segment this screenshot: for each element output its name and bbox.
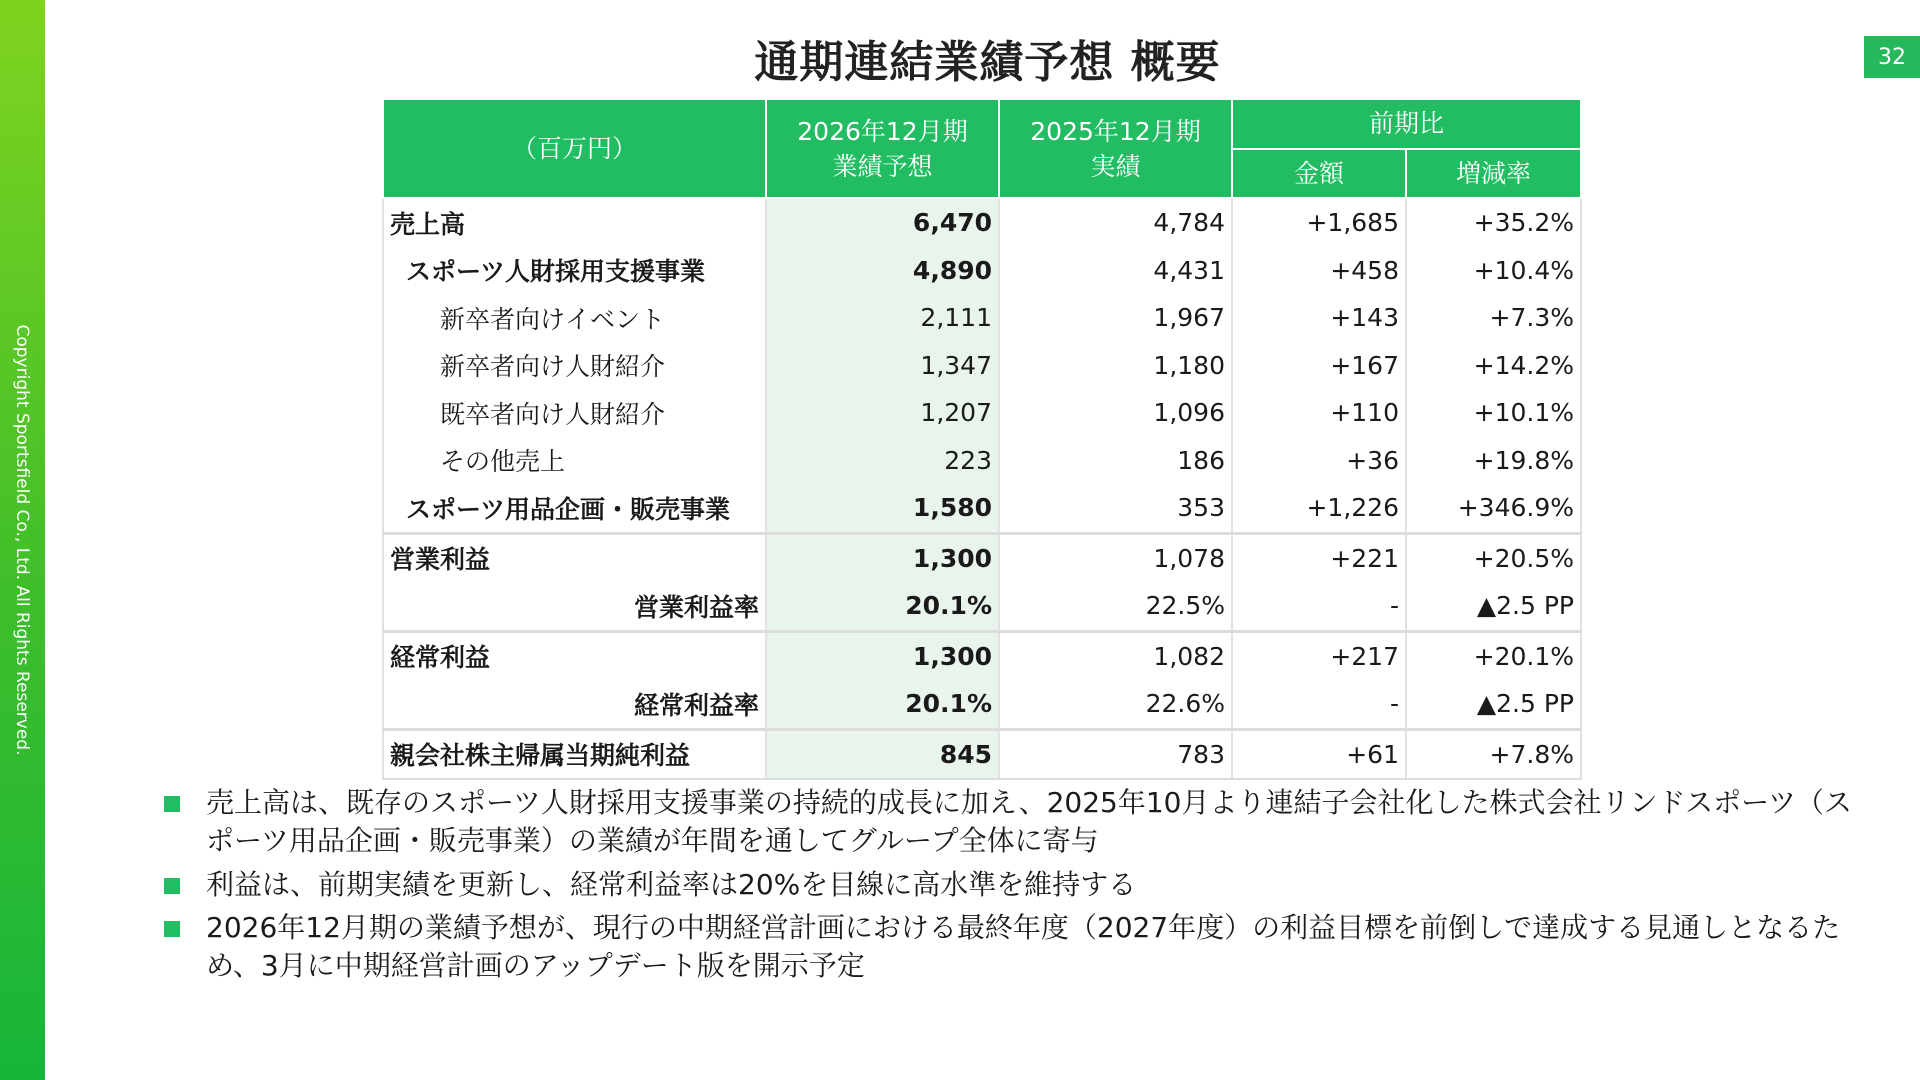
change-amount: - xyxy=(1232,582,1406,631)
actual-value: 783 xyxy=(999,729,1232,779)
change-amount: +1,226 xyxy=(1232,484,1406,533)
header-amount: 金額 xyxy=(1232,149,1406,199)
list-item xyxy=(160,866,1860,904)
table-row xyxy=(383,533,1581,582)
actual-value: 4,784 xyxy=(999,198,1232,247)
header-forecast-line1: 2026年12月期 xyxy=(797,116,968,146)
table-row xyxy=(383,247,1581,295)
row-label: 新卒者向け人財紹介 xyxy=(383,342,766,390)
actual-value: 353 xyxy=(999,484,1232,533)
change-amount: +110 xyxy=(1232,389,1406,437)
change-rate: +7.3% xyxy=(1406,294,1581,342)
change-amount: +221 xyxy=(1232,533,1406,582)
square-bullet-icon xyxy=(164,796,180,812)
change-amount: +143 xyxy=(1232,294,1406,342)
forecast-value: 1,580 xyxy=(766,484,999,533)
forecast-value: 20.1% xyxy=(766,582,999,631)
actual-value: 22.6% xyxy=(999,680,1232,729)
row-label: 親会社株主帰属当期純利益 xyxy=(383,729,766,779)
actual-value: 1,096 xyxy=(999,389,1232,437)
table-row xyxy=(383,582,1581,631)
notes-list xyxy=(160,784,1860,991)
row-label: スポーツ用品企画・販売事業 xyxy=(383,484,766,533)
change-rate: ▲2.5 PP xyxy=(1406,582,1581,631)
row-label: 営業利益率 xyxy=(383,582,766,631)
header-forecast xyxy=(766,99,999,198)
list-item xyxy=(160,909,1860,985)
row-label: その他売上 xyxy=(383,437,766,485)
change-amount: +217 xyxy=(1232,631,1406,680)
change-amount: +1,685 xyxy=(1232,198,1406,247)
note-text: 売上高は、既存のスポーツ人財採用支援事業の持続的成長に加え、2025年10月より連結子会社化した株式会社リンドスポーツ（スポーツ用品企画・販売事業）の業績が年間を通してグループ全体に寄与 xyxy=(206,786,1853,857)
table-row xyxy=(383,437,1581,485)
forecast-value: 1,347 xyxy=(766,342,999,390)
actual-value: 1,180 xyxy=(999,342,1232,390)
row-label: 経常利益率 xyxy=(383,680,766,729)
sidebar-accent xyxy=(0,0,45,1080)
forecast-value: 1,207 xyxy=(766,389,999,437)
forecast-value: 1,300 xyxy=(766,631,999,680)
note-text: 利益は、前期実績を更新し、経常利益率は20%を目線に高水準を維持する xyxy=(206,867,1137,901)
forecast-value: 223 xyxy=(766,437,999,485)
header-yoy: 前期比 xyxy=(1232,99,1581,149)
change-rate: +19.8% xyxy=(1406,437,1581,485)
row-label: 売上高 xyxy=(383,198,766,247)
page-number-badge: 32 xyxy=(1864,36,1920,78)
change-rate: +346.9% xyxy=(1406,484,1581,533)
forecast-value: 845 xyxy=(766,729,999,779)
change-amount: +458 xyxy=(1232,247,1406,295)
actual-value: 1,078 xyxy=(999,533,1232,582)
header-actual-line1: 2025年12月期 xyxy=(1030,116,1201,146)
table-row xyxy=(383,631,1581,680)
table-row xyxy=(383,342,1581,390)
header-rate: 増減率 xyxy=(1406,149,1581,199)
actual-value: 22.5% xyxy=(999,582,1232,631)
table-row xyxy=(383,198,1581,247)
table-row xyxy=(383,294,1581,342)
change-amount: - xyxy=(1232,680,1406,729)
row-label: 新卒者向けイベント xyxy=(383,294,766,342)
page-title: 通期連結業績予想 概要 xyxy=(754,37,1221,88)
row-label: 営業利益 xyxy=(383,533,766,582)
forecast-value: 4,890 xyxy=(766,247,999,295)
row-label: 経常利益 xyxy=(383,631,766,680)
change-rate: +20.1% xyxy=(1406,631,1581,680)
change-amount: +61 xyxy=(1232,729,1406,779)
results-table xyxy=(382,98,1582,780)
actual-value: 1,967 xyxy=(999,294,1232,342)
table-row xyxy=(383,484,1581,533)
square-bullet-icon xyxy=(164,878,180,894)
table-row xyxy=(383,729,1581,779)
forecast-value: 2,111 xyxy=(766,294,999,342)
change-rate: +10.4% xyxy=(1406,247,1581,295)
change-rate: ▲2.5 PP xyxy=(1406,680,1581,729)
header-actual xyxy=(999,99,1232,198)
change-amount: +167 xyxy=(1232,342,1406,390)
forecast-value: 1,300 xyxy=(766,533,999,582)
row-label: 既卒者向け人財紹介 xyxy=(383,389,766,437)
actual-value: 1,082 xyxy=(999,631,1232,680)
note-text: 2026年12月期の業績予想が、現行の中期経営計画における最終年度（2027年度）の利益目標を前倒しで達成する見通しとなるため、3月に中期経営計画のアップデート版を開示予定 xyxy=(206,911,1841,983)
forecast-value: 6,470 xyxy=(766,198,999,247)
row-label: スポーツ人財採用支援事業 xyxy=(383,247,766,295)
change-rate: +35.2% xyxy=(1406,198,1581,247)
change-rate: +20.5% xyxy=(1406,533,1581,582)
square-bullet-icon xyxy=(164,921,180,937)
actual-value: 4,431 xyxy=(999,247,1232,295)
change-rate: +10.1% xyxy=(1406,389,1581,437)
table-row xyxy=(383,389,1581,437)
header-actual-line2: 実績 xyxy=(1090,151,1141,181)
change-rate: +14.2% xyxy=(1406,342,1581,390)
header-forecast-line2: 業績予想 xyxy=(832,151,933,181)
forecast-value: 20.1% xyxy=(766,680,999,729)
copyright-text: Copyright Sportsfield Co., Ltd. All Rights Reserved. xyxy=(12,324,32,756)
change-rate: +7.8% xyxy=(1406,729,1581,779)
actual-value: 186 xyxy=(999,437,1232,485)
list-item xyxy=(160,784,1860,860)
header-unit: （百万円） xyxy=(383,99,766,198)
table-row xyxy=(383,680,1581,729)
change-amount: +36 xyxy=(1232,437,1406,485)
